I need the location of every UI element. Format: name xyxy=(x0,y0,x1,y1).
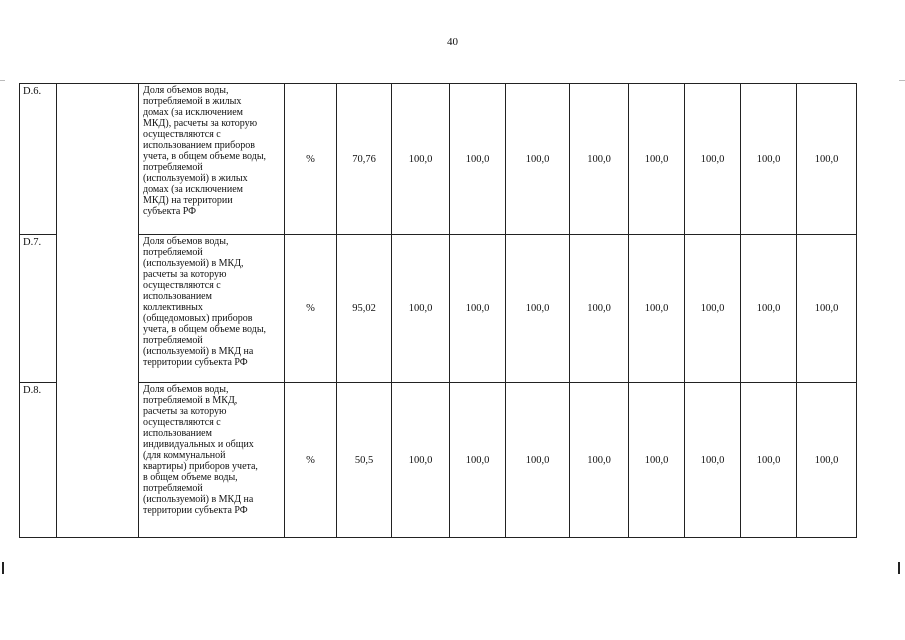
value-cell: 50,5 xyxy=(337,383,392,538)
value-cell: 100,0 xyxy=(685,84,741,235)
value-cell: 100,0 xyxy=(741,235,797,383)
left-edge-mark xyxy=(2,562,4,574)
value-cell: 100,0 xyxy=(392,84,450,235)
row-unit: % xyxy=(285,235,337,383)
value-cell: 100,0 xyxy=(797,383,857,538)
value-cell: 100,0 xyxy=(450,235,506,383)
value-cell: 100,0 xyxy=(570,235,629,383)
value-cell: 95,02 xyxy=(337,235,392,383)
value-cell: 100,0 xyxy=(797,235,857,383)
value-cell: 100,0 xyxy=(685,383,741,538)
value-cell: 100,0 xyxy=(629,84,685,235)
indicators-table xyxy=(19,83,857,538)
row-unit: % xyxy=(285,84,337,235)
value-cell: 100,0 xyxy=(392,235,450,383)
value-cell: 100,0 xyxy=(450,84,506,235)
row-description-cell xyxy=(139,84,285,235)
value-cell: 100,0 xyxy=(741,383,797,538)
value-cell: 100,0 xyxy=(506,383,570,538)
table-row xyxy=(20,235,857,383)
row-description: Доля объемов воды, потребляемой в МКД, расчеты за которую осуществляются с использованием индивидуальных и общих (для коммунальной квартиры) приборов учета, в общем объеме воды, потребляемой (используемой) в МКД на территории субъекта РФ xyxy=(143,384,258,516)
left-edge-dash xyxy=(0,80,5,81)
row-description-cell xyxy=(139,383,285,538)
empty-cell xyxy=(57,235,139,383)
value-cell: 100,0 xyxy=(392,383,450,538)
row-unit: % xyxy=(285,383,337,538)
right-edge-mark xyxy=(898,562,900,574)
row-description: Доля объемов воды, потребляемой (используемой) в МКД, расчеты за которую осуществляются с использованием коллективных (общедомовых) приборов учета, в общем объеме воды, потребляемой (используемой) в МКД на территории субъекта РФ xyxy=(143,236,267,368)
page-number: 40 xyxy=(447,36,458,48)
right-edge-dash xyxy=(899,80,905,81)
table-row xyxy=(20,84,857,235)
value-cell: 100,0 xyxy=(741,84,797,235)
value-cell: 100,0 xyxy=(570,383,629,538)
row-description-cell xyxy=(139,235,285,383)
row-code: D.8. xyxy=(20,383,57,538)
row-description: Доля объемов воды, потребляемой в жилых домах (за исключением МКД), расчеты за которую осуществляются с использованием приборов учета, в общем объеме воды, потребляемой (используемой) в жилых домах (за исключением МКД) на территории субъекта РФ xyxy=(143,85,267,217)
empty-cell xyxy=(57,383,139,538)
empty-cell xyxy=(57,84,139,235)
value-cell: 100,0 xyxy=(570,84,629,235)
value-cell: 70,76 xyxy=(337,84,392,235)
value-cell: 100,0 xyxy=(506,235,570,383)
value-cell: 100,0 xyxy=(685,235,741,383)
value-cell: 100,0 xyxy=(797,84,857,235)
value-cell: 100,0 xyxy=(450,383,506,538)
value-cell: 100,0 xyxy=(506,84,570,235)
value-cell: 100,0 xyxy=(629,383,685,538)
table-row xyxy=(20,383,857,538)
value-cell: 100,0 xyxy=(629,235,685,383)
row-code: D.6. xyxy=(20,84,57,235)
row-code: D.7. xyxy=(20,235,57,383)
